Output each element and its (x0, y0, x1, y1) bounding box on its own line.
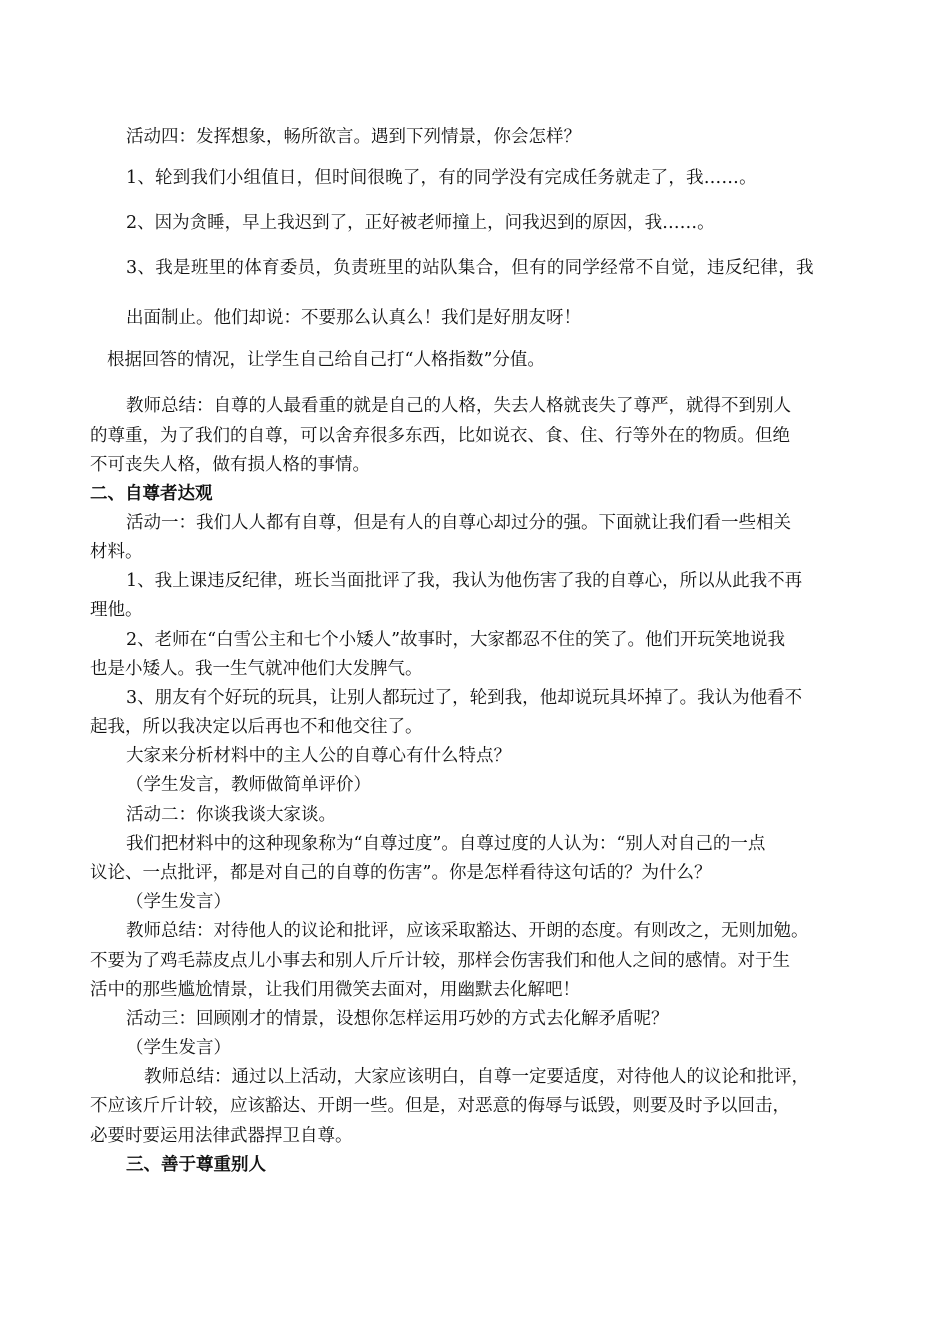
material-1-line2: 理他。 (90, 600, 143, 620)
scenario-3-line1: 3、我是班里的体育委员，负责班里的站队集合，但有的同学经常不自觉，违反纪律，我 (126, 258, 814, 278)
teacher-summary-2-line3: 活中的那些尴尬情景，让我们用微笑去面对，用幽默去化解吧！ (90, 980, 580, 1000)
teacher-summary-3-line1: 教师总结：通过以上活动，大家应该明白，自尊一定要适度，对待他人的议论和批评， (144, 1067, 809, 1087)
material-2-line1: 2、老师在“白雪公主和七个小矮人”故事时，大家都忍不住的笑了。他们开玩笑地说我 (126, 630, 786, 650)
teacher-summary-1-line1: 教师总结：自尊的人最看重的就是自己的人格，失去人格就丧失了尊严，就得不到别人 (126, 396, 791, 416)
activity2-line2: 议论、一点批评，都是对自己的自尊的伤害”。你是怎样看待这句话的？为什么？ (90, 863, 712, 883)
material-1-line1: 1、我上课违反纪律，班长当面批评了我，我认为他伤害了我的自尊心，所以从此我不再 (126, 571, 803, 591)
activity2-heading: 活动二：你谈我谈大家谈。 (126, 805, 336, 825)
teacher-summary-1-line3: 不可丧失人格，做有损人格的事情。 (90, 455, 370, 475)
teacher-summary-3-line2: 不应该斤斤计较，应该豁达、开朗一些。但是，对恶意的侮辱与诋毁，则要及时予以回击， (90, 1096, 790, 1116)
section-3-heading: 三、善于尊重别人 (126, 1155, 266, 1175)
activity1-line1: 活动一：我们人人都有自尊，但是有人的自尊心却过分的强。下面就让我们看一些相关 (126, 513, 791, 533)
material-3-line1: 3、朋友有个好玩的玩具，让别人都玩过了，轮到我，他却说玩具坏掉了。我认为他看不 (126, 688, 803, 708)
analysis-question: 大家来分析材料中的主人公的自尊心有什么特点？ (126, 746, 511, 766)
teacher-summary-2-line1: 教师总结：对待他人的议论和批评，应该采取豁达、开朗的态度。有则改之，无则加勉。 (126, 921, 809, 941)
activity4-heading: 活动四：发挥想象，畅所欲言。遇到下列情景，你会怎样？ (126, 127, 581, 147)
teacher-summary-3-line3: 必要时要运用法律武器捍卫自尊。 (90, 1126, 353, 1146)
score-instruction: 根据回答的情况，让学生自己给自己打“人格指数”分值。 (107, 350, 545, 370)
student-speech-note-3: （学生发言） (126, 1038, 231, 1058)
scenario-2: 2、因为贪睡，早上我迟到了，正好被老师撞上，问我迟到的原因，我……。 (126, 213, 715, 233)
section-2-heading: 二、自尊者达观 (90, 484, 213, 504)
scenario-1: 1、轮到我们小组值日，但时间很晚了，有的同学没有完成任务就走了，我……。 (126, 168, 757, 188)
activity2-line1: 我们把材料中的这种现象称为“自尊过度”。自尊过度的人认为：“别人对自己的一点 (126, 834, 766, 854)
teacher-summary-1-line2: 的尊重，为了我们的自尊，可以舍弃很多东西，比如说衣、食、住、行等外在的物质。但绝 (90, 426, 790, 446)
activity1-line2: 材料。 (90, 542, 143, 562)
scenario-3-line2: 出面制止。他们却说：不要那么认真么！我们是好朋友呀！ (126, 308, 581, 328)
student-speech-note-1: （学生发言，教师做简单评价） (126, 775, 371, 795)
material-3-line2: 起我，所以我决定以后再也不和他交往了。 (90, 717, 423, 737)
student-speech-note-2: （学生发言） (126, 892, 231, 912)
material-2-line2: 也是小矮人。我一生气就冲他们大发脾气。 (90, 659, 423, 679)
activity3-heading: 活动三：回顾刚才的情景，设想你怎样运用巧妙的方式去化解矛盾呢？ (126, 1009, 669, 1029)
teacher-summary-2-line2: 不要为了鸡毛蒜皮点儿小事去和别人斤斤计较，那样会伤害我们和他人之间的感情。对于生 (90, 951, 790, 971)
